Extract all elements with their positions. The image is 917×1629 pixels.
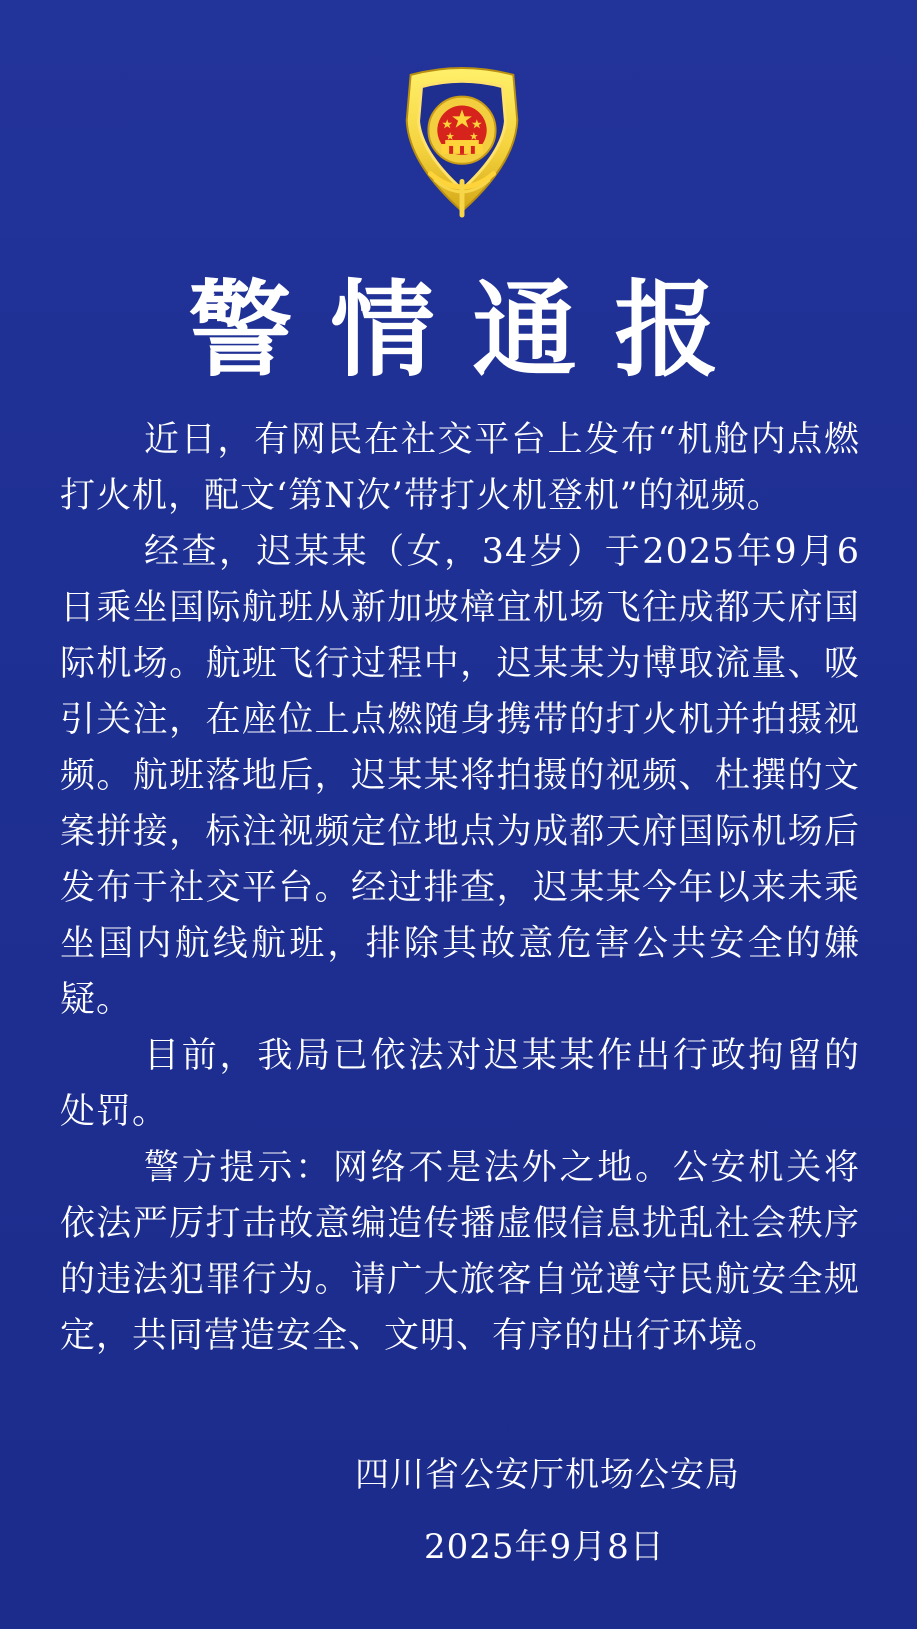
issue-date: 2025年9月8日 (424, 1527, 665, 1567)
notice-title: 警情通报 (188, 269, 757, 391)
notice-paragraph-3: 目前，我局已依法对迟某某作出行政拘留的处罚。 (60, 1036, 860, 1132)
police-emblem (383, 58, 541, 228)
notice-paragraph-2: 经查，迟某某（女，34岁）于2025年9月6日乘坐国际航班从新加坡樟宜机场飞往成都天府国际机场。航班飞行过程中，迟某某为博取流量、吸引关注，在座位上点燃随身携带的打火机并拍摄视频。航班落地后，迟某某将拍摄的视频、杜撰的文案拼接，标注视频定位地点为成都天府国际机场后发布于社交平台。经过排查，迟某某今年以来未乘坐国内航线航班，排除其故意危害公共安全的嫌疑。 (60, 532, 860, 1020)
notice-paragraph-1: 近日，有网民在社交平台上发布“机舱内点燃打火机，配文‘第N次’带打火机登机”的视频。 (60, 420, 860, 516)
notice-paragraph-4: 警方提示：网络不是法外之地。公安机关将依法严厉打击故意编造传播虚假信息扰乱社会秩序的违法犯罪行为。请广大旅客自觉遵守民航安全规定，共同营造安全、文明、有序的出行环境。 (60, 1148, 860, 1356)
notice-body (60, 412, 860, 1364)
police-emblem-icon (383, 58, 541, 228)
issuing-authority: 四川省公安厅机场公安局 (355, 1455, 740, 1495)
